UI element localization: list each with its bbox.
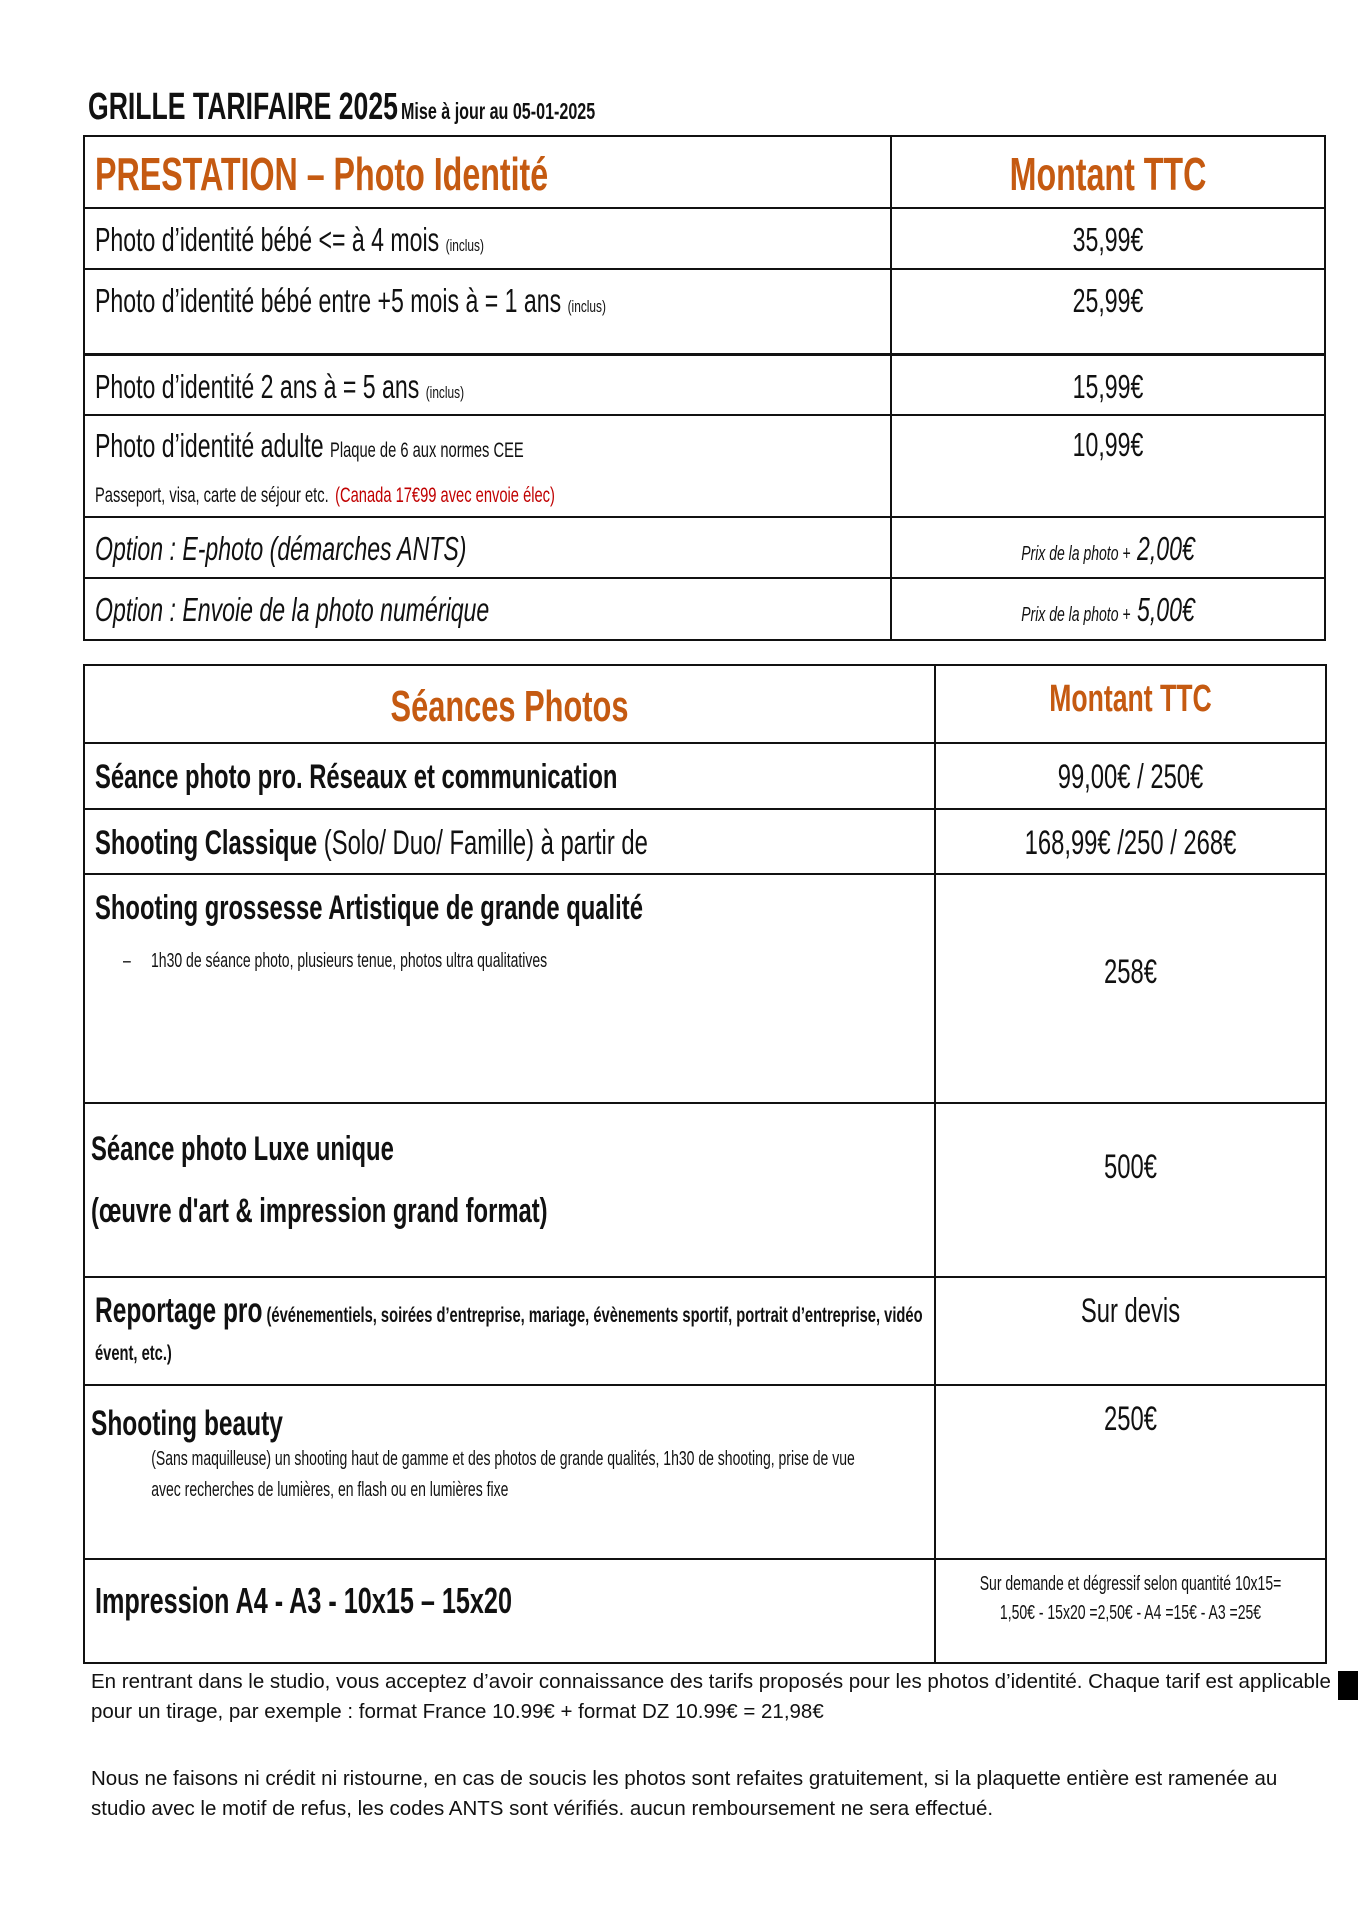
row-label: Shooting grossesse Artistique de grande qualité bbox=[95, 889, 643, 927]
table-row bbox=[84, 415, 1325, 517]
row-label: Photo d’identité bébé entre +5 mois à = 1 ans bbox=[95, 282, 562, 319]
option-price: 2,00€ bbox=[1136, 530, 1195, 567]
option-prefix: Prix de la photo + bbox=[1021, 604, 1131, 626]
row-bullet: 1h30 de séance photo, plusieurs tenue, photos ultra qualitatives bbox=[151, 950, 548, 972]
column-header-prestation: PRESTATION – Photo Identité bbox=[95, 148, 549, 200]
row-price: Sur devis bbox=[1080, 1292, 1181, 1330]
column-header-sessions: Séances Photos bbox=[390, 682, 629, 731]
row-label: Impression A4 - A3 - 10x15 – 15x20 bbox=[95, 1580, 512, 1621]
column-header-amount: Montant TTC bbox=[1009, 148, 1207, 200]
row-note: (inclus) bbox=[425, 382, 465, 402]
column-header-amount: Montant TTC bbox=[1049, 678, 1212, 720]
identity-price-table bbox=[83, 135, 1326, 641]
row-line2-red: (Canada 17€99 avec envoie élec) bbox=[335, 484, 555, 507]
row-label: Séance photo pro. Réseaux et communication bbox=[95, 758, 618, 796]
row-note: Plaque de 6 aux normes CEE bbox=[330, 439, 524, 462]
row-label: Shooting Classique bbox=[95, 824, 318, 862]
table-row bbox=[84, 1103, 1326, 1277]
row-price: 99,00€ / 250€ bbox=[1057, 758, 1204, 796]
row-note: (inclus) bbox=[567, 297, 606, 316]
option-label: Option : Envoie de la photo numérique bbox=[95, 591, 490, 628]
table-row bbox=[84, 1277, 1326, 1385]
table-row bbox=[84, 1559, 1326, 1663]
page-title bbox=[88, 86, 988, 129]
table-row bbox=[84, 743, 1326, 809]
black-square-mark bbox=[1338, 1671, 1358, 1700]
table-row bbox=[84, 1385, 1326, 1559]
row-price: 250€ bbox=[1104, 1400, 1157, 1438]
table-row bbox=[84, 874, 1326, 1103]
row-note: (inclus) bbox=[445, 236, 484, 255]
option-prefix: Prix de la photo + bbox=[1021, 543, 1131, 565]
row-price: Sur demande et dégressif selon quantité 10x15= 1,50€ - 15x20 =2,50€ - A4 =15€ - A3 =25€ bbox=[979, 1573, 1282, 1624]
title-text: GRILLE TARIFAIRE 2025 bbox=[88, 86, 398, 128]
option-label: Option : E-photo (démarches ANTS) bbox=[95, 530, 467, 567]
row-price: 168,99€ /250 / 268€ bbox=[1024, 824, 1237, 862]
row-price: 500€ bbox=[1104, 1148, 1157, 1186]
row-label: Séance photo Luxe unique bbox=[91, 1130, 394, 1168]
option-row bbox=[84, 578, 1325, 640]
table-row bbox=[84, 354, 1325, 415]
table-row bbox=[84, 208, 1325, 269]
row-price: 10,99€ bbox=[1072, 426, 1144, 463]
row-price: 15,99€ bbox=[1072, 367, 1144, 405]
row-label: Photo d’identité 2 ans à = 5 ans bbox=[95, 367, 420, 405]
row-line2: Passeport, visa, carte de séjour etc. bbox=[95, 484, 329, 507]
option-price: 5,00€ bbox=[1136, 591, 1195, 628]
table-row bbox=[84, 809, 1326, 874]
row-description: (Sans maquilleuse) un shooting haut de gamme et des photos de grande qualités, 1h30 de shooting, prise de vue avec recherches de lumières, en flash ou en lumières fixe bbox=[151, 1448, 855, 1501]
row-label: Shooting beauty bbox=[91, 1404, 283, 1443]
table-header-row bbox=[84, 136, 1325, 208]
row-price: 35,99€ bbox=[1072, 221, 1144, 258]
footer-terms-paragraph: En rentrant dans le studio, vous acceptez d’avoir connaissance des tarifs proposés pour les photos d’identité. Chaque tarif est applicable pour un tirage, par exemple : format France 10.99€ + format DZ 10.99€ = 21,98€ bbox=[91, 1670, 1331, 1723]
row-label: Reportage pro bbox=[95, 1291, 263, 1330]
bullet-dash-icon: – bbox=[123, 950, 131, 972]
row-price: 25,99€ bbox=[1072, 282, 1144, 319]
table-row bbox=[84, 269, 1325, 354]
sessions-price-table bbox=[83, 664, 1327, 1664]
row-line2: (œuvre d'art & impression grand format) bbox=[91, 1192, 548, 1230]
option-row bbox=[84, 517, 1325, 578]
row-label: Photo d’identité adulte bbox=[95, 427, 324, 464]
row-note: (événementiels, soirées d’entreprise, mariage, évènements sportif, portrait d’entreprise, vidéo évent, etc.) bbox=[95, 1304, 923, 1365]
row-price: 258€ bbox=[1104, 953, 1157, 991]
update-date: Mise à jour au 05-01-2025 bbox=[401, 98, 596, 124]
table-header-row bbox=[84, 665, 1326, 743]
footer-refund-paragraph: Nous ne faisons ni crédit ni ristourne, en cas de soucis les photos sont refaites gratuitement, si la plaquette entière est ramenée au studio avec le motif de refus, les codes ANTS sont vérifiés. aucun remboursement ne sera effectué. bbox=[91, 1767, 1278, 1820]
row-note: (Solo/ Duo/ Famille) à partir de bbox=[323, 824, 648, 862]
row-label: Photo d’identité bébé <= à 4 mois bbox=[95, 221, 440, 258]
